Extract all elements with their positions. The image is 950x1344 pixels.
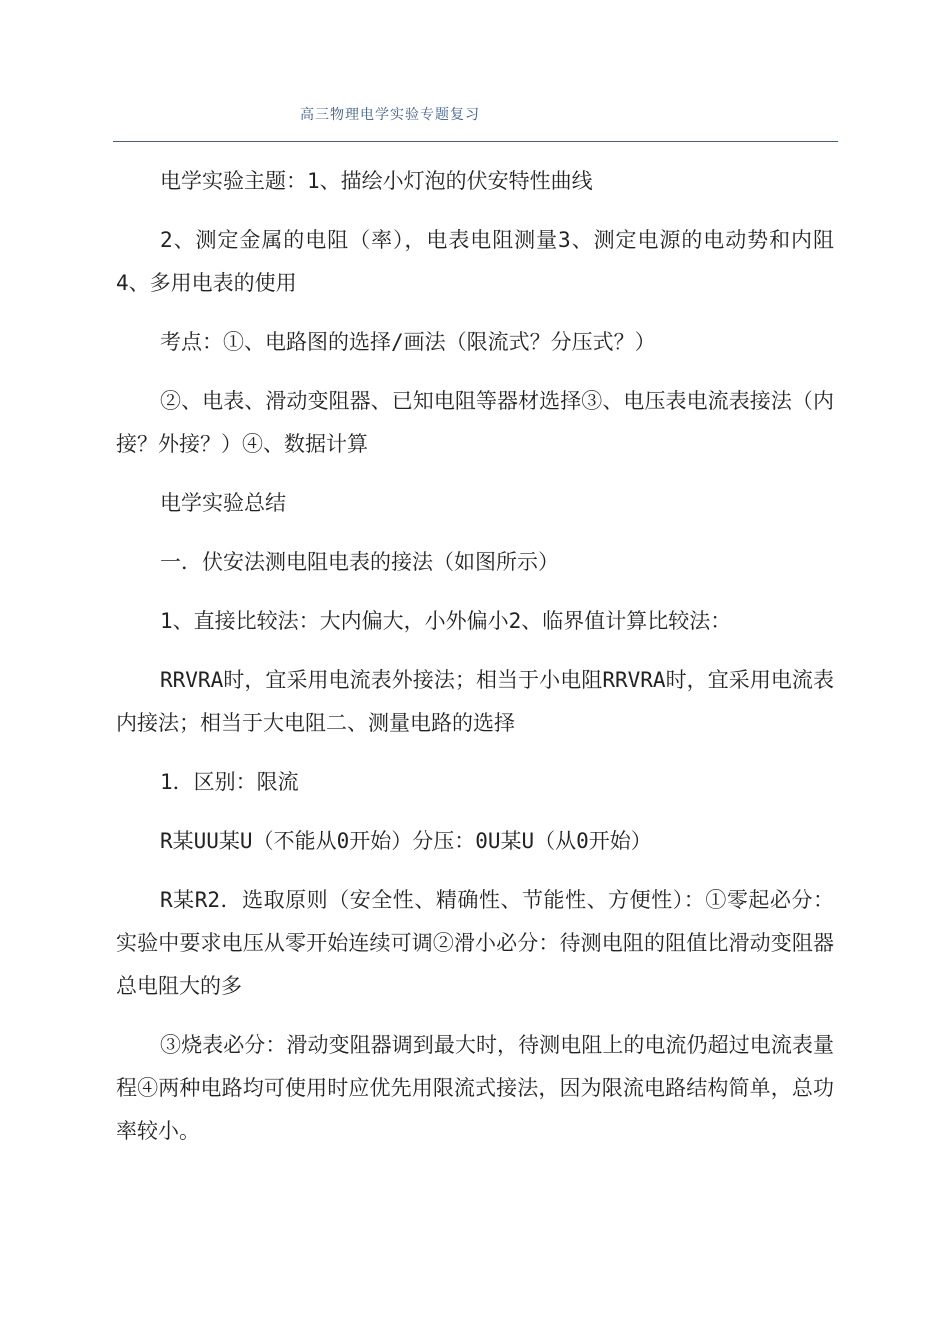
paragraph-experiment-list: 2、测定金属的电阻（率），电表电阻测量3、测定电源的电动势和内阻4、多用电表的使用: [116, 228, 834, 295]
paragraph-key-points-continued: ②、电表、滑动变阻器、已知电阻等器材选择③、电压表电流表接法（内接？外接？）④、数据计算: [116, 389, 834, 456]
document-body: [116, 160, 834, 1169]
paragraph-voltage-range: R某UU某U（不能从0开始）分压：0U某U（从0开始）: [160, 829, 652, 853]
paragraph-summary-heading: 电学实验总结: [160, 491, 286, 515]
paragraph-difference: 1．区别：限流: [160, 770, 299, 794]
header-divider: [113, 141, 838, 142]
paragraph-experiment-topics: 电学实验主题：1、描绘小灯泡的伏安特性曲线: [160, 169, 593, 193]
paragraph-burnout-rule: ③烧表必分：滑动变阻器调到最大时，待测电阻上的电流仍超过电流表量程④两种电路均可使用时应优先用限流式接法，因为限流电路结构简单，总功率较小。: [116, 1033, 834, 1143]
paragraph-key-points: 考点：①、电路图的选择/画法（限流式？分压式？）: [160, 330, 656, 354]
paragraph-comparison-method: 1、直接比较法：大内偏大，小外偏小2、临界值计算比较法：: [160, 609, 732, 633]
paragraph-selection-principles: R某R2．选取原则（安全性、精确性、节能性、方便性）：①零起必分：实验中要求电压从零开始连续可调②滑小必分：待测电阻的阻值比滑动变阻器总电阻大的多: [116, 888, 834, 998]
paragraph-section-one-heading: 一．伏安法测电阻电表的接法（如图所示）: [160, 550, 559, 574]
paragraph-ammeter-connection: RRVRA时，宜采用电流表外接法；相当于小电阻RRVRA时，宜采用电流表内接法；相当于大电阻二、测量电路的选择: [116, 668, 834, 735]
page-header-title: 高三物理电学实验专题复习: [300, 107, 480, 123]
